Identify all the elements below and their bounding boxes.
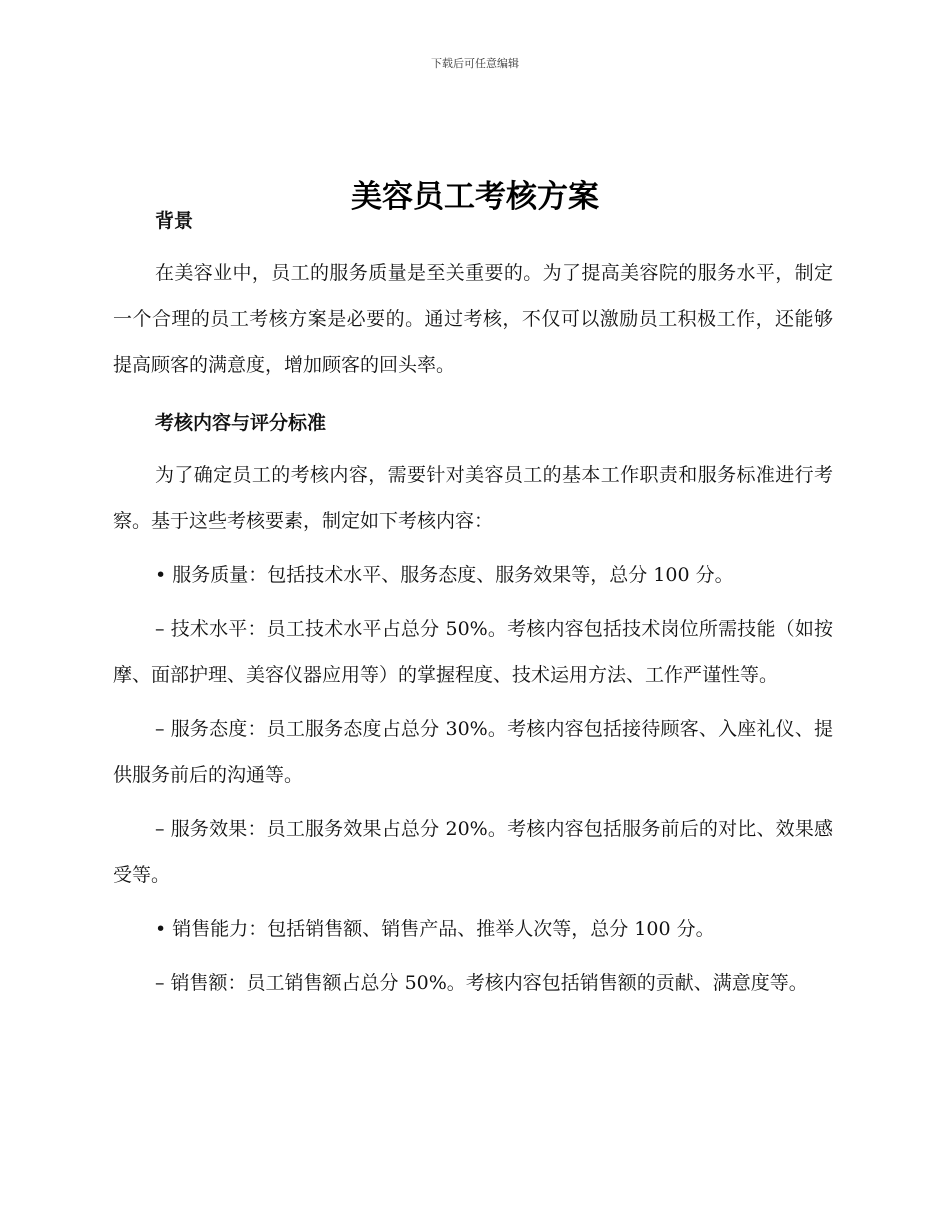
list-item-service-quality: • 服务质量：包括技术水平、服务态度、服务效果等，总分 100 分。 xyxy=(155,564,734,586)
document-body xyxy=(113,200,833,1006)
list-item-service-attitude: – 服务态度：员工服务态度占总分 30%。考核内容包括接待顾客、入座礼仪、提供服务前后的沟通等。 xyxy=(113,718,833,786)
section-heading-criteria: 考核内容与评分标准 xyxy=(155,412,327,434)
header-note: 下载后可任意编辑 xyxy=(431,57,519,70)
list-item-service-effect: – 服务效果：员工服务效果占总分 20%。考核内容包括服务前后的对比、效果感受等。 xyxy=(113,818,833,886)
list-item-sales-ability: • 销售能力：包括销售额、销售产品、推举人次等，总分 100 分。 xyxy=(155,918,715,940)
section-heading-background: 背景 xyxy=(155,210,194,232)
list-item-technical-skill: – 技术水平：员工技术水平占总分 50%。考核内容包括技术岗位所需技能（如按摩、面部护理、美容仪器应用等）的掌握程度、技术运用方法、工作严谨性等。 xyxy=(113,618,833,686)
paragraph-criteria-intro: 为了确定员工的考核内容，需要针对美容员工的基本工作职责和服务标准进行考察。基于这些考核要素，制定如下考核内容： xyxy=(113,464,833,532)
paragraph-background: 在美容业中，员工的服务质量是至关重要的。为了提高美容院的服务水平，制定一个合理的员工考核方案是必要的。通过考核，不仅可以激励员工积极工作，还能够提高顾客的满意度，增加顾客的回头率。 xyxy=(113,262,833,376)
list-item-sales-amount: – 销售额：员工销售额占总分 50%。考核内容包括销售额的贡献、满意度等。 xyxy=(155,972,808,994)
document-title: 美容员工考核方案 xyxy=(351,178,599,215)
